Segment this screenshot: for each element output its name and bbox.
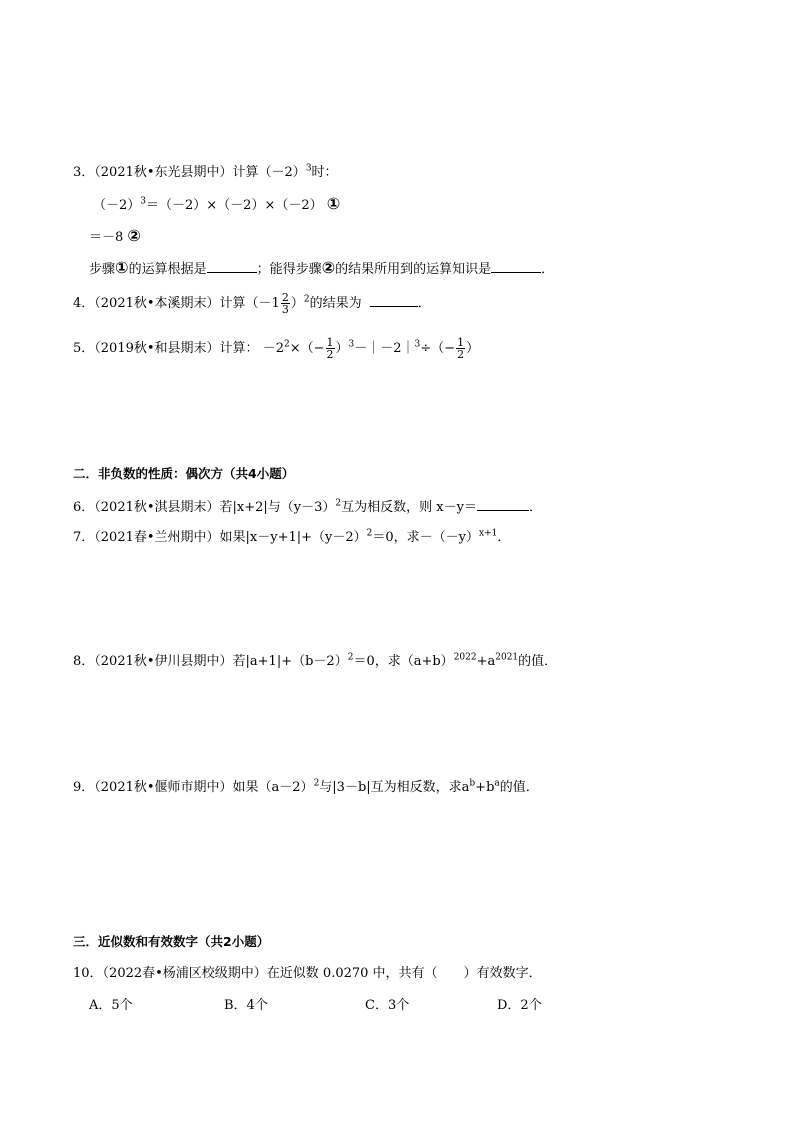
q5-term4-exp: 3 — [414, 339, 421, 350]
q5-term1-exp: 2 — [283, 339, 290, 350]
q6-source: （2021秋•淇县期末）若|x+2|与（y－3） — [94, 500, 336, 515]
step-two-mark: ② — [127, 226, 141, 245]
q10-stem — [73, 965, 542, 983]
q8-source: （2021秋•伊川县期中）若|a+1|+（b－2） — [94, 654, 348, 669]
step-one-mark-inline: ① — [115, 258, 129, 277]
q3-number: 3． — [73, 165, 95, 180]
q7-tail: ＝0，求－（－y） — [372, 530, 479, 545]
q3-question — [89, 259, 554, 279]
q5-number: 5． — [73, 341, 95, 356]
section-2-title: 二．非负数的性质：偶次方（共4小题） — [73, 466, 295, 481]
q9-stem — [73, 779, 539, 797]
q10-option-b[interactable]: B．4个 — [224, 998, 268, 1013]
q5-term3: ） — [335, 341, 349, 356]
q9-source: （2021秋•偃师市期中）如果（a－2） — [94, 780, 314, 795]
answer-blank-2[interactable] — [491, 259, 541, 273]
q4-fraction — [281, 292, 290, 315]
q4-tail: 的结果为 — [309, 296, 362, 311]
q6-number: 6． — [73, 500, 95, 515]
q10-option-c[interactable]: C．3个 — [365, 998, 410, 1013]
q3-ask-b: 的运算根据是 — [128, 262, 207, 277]
q9-exponent: 2 — [313, 778, 320, 789]
q3-step1 — [93, 195, 340, 215]
q3-source: （2021秋•东光县期中）计算（－2） — [94, 165, 306, 180]
q9-mid2: +b — [475, 780, 495, 795]
q3-step1-base: （－2） — [93, 198, 141, 213]
q3-ask-a: 步骤 — [89, 262, 116, 277]
q8-stem — [73, 653, 557, 671]
q9-end: 的值． — [499, 780, 539, 795]
q8-end: 的值． — [518, 654, 558, 669]
q8-exponent: 2 — [347, 652, 354, 663]
q5-fraction-2-denominator: 2 — [457, 348, 465, 361]
q4-end: ． — [417, 296, 431, 311]
q5-fraction-1-numerator: 1 — [326, 336, 334, 349]
q3-stem — [73, 164, 338, 182]
q7-stem — [73, 529, 510, 547]
q5-stem — [73, 337, 479, 360]
answer-blank-4[interactable] — [477, 497, 529, 511]
q4-exponent: 2 — [303, 294, 310, 305]
q9-number: 9． — [73, 780, 95, 795]
q5-source: （2019秋•和县期末）计算： — [94, 341, 259, 356]
q5-fraction-2-numerator: 1 — [457, 336, 465, 349]
q5-term3-exp: 3 — [348, 339, 355, 350]
step-one-mark: ① — [326, 194, 341, 213]
q3-ask-end: ． — [541, 262, 555, 277]
q10-text-2: ）有效数字． — [463, 966, 542, 981]
q5-fraction-1-denominator: 2 — [326, 348, 334, 361]
q8-mid: ＝0，求（a+b） — [353, 654, 454, 669]
q7-end: ． — [497, 530, 511, 545]
q8-mid2: +a — [476, 654, 496, 669]
q3-step1-exponent: 3 — [140, 196, 147, 207]
q8-number: 8． — [73, 654, 95, 669]
q10-number: 10． — [73, 966, 103, 981]
q10-text: （2022春•杨浦区校级期中）在近似数 0.0270 中，共有（ — [102, 966, 438, 981]
q5-fraction-1 — [326, 337, 335, 360]
q9-exponent-2: b — [469, 778, 476, 789]
q8-exponent-3: 2021 — [495, 652, 519, 663]
q10-option-d[interactable]: D．2个 — [497, 998, 542, 1013]
q3-ask-d: 的结果所用到的运算知识是 — [335, 262, 492, 277]
q5-fraction-2 — [456, 337, 465, 360]
q5-term2: ×（− — [289, 341, 325, 356]
q3-exponent: 3 — [305, 163, 312, 174]
q4-stem — [73, 292, 431, 315]
q9-exponent-3: a — [494, 778, 500, 789]
answer-blank-1[interactable] — [207, 259, 257, 273]
q8-exponent-2: 2022 — [453, 652, 477, 663]
q6-exponent: 2 — [335, 498, 342, 509]
answer-blank-3[interactable] — [370, 293, 418, 307]
q10-option-a[interactable]: A．5个 — [89, 998, 133, 1013]
q3-tail: 时： — [311, 165, 338, 180]
q5-term6: ） — [466, 341, 480, 356]
section-3-title: 三．近似数和有效数字（共2小题） — [73, 934, 270, 949]
q4-fraction-numerator: 2 — [281, 291, 289, 304]
q7-exponent: 2 — [366, 528, 373, 539]
q4-source: （2021秋•本溪期末）计算（－1 — [94, 296, 280, 311]
q4-close-paren: ） — [290, 296, 304, 311]
step-two-mark-inline: ② — [321, 258, 336, 277]
q7-exponent-2: x+1 — [479, 528, 498, 539]
q4-fraction-denominator: 3 — [281, 303, 289, 316]
q7-source: （2021春•兰州期中）如果|x－y+1|+（y－2） — [94, 530, 367, 545]
q6-tail: 互为相反数，则 x－y＝ — [341, 500, 477, 515]
q6-end: ． — [528, 500, 542, 515]
q5-term5: ÷（− — [420, 341, 456, 356]
q3-step1-expansion: ＝（－2）×（－2）×（－2） — [146, 198, 323, 213]
q5-term4: －｜－2｜ — [354, 341, 415, 356]
q5-term1: －2 — [262, 341, 284, 356]
q4-number: 4． — [73, 296, 95, 311]
q9-mid: 与|3－b|互为相反数，求a — [319, 780, 470, 795]
q6-stem — [73, 497, 542, 517]
q7-number: 7． — [73, 530, 95, 545]
q3-step2 — [89, 227, 141, 247]
q3-ask-c: ；能得步骤 — [256, 262, 322, 277]
q3-step2-result: ＝－8 — [89, 230, 124, 245]
